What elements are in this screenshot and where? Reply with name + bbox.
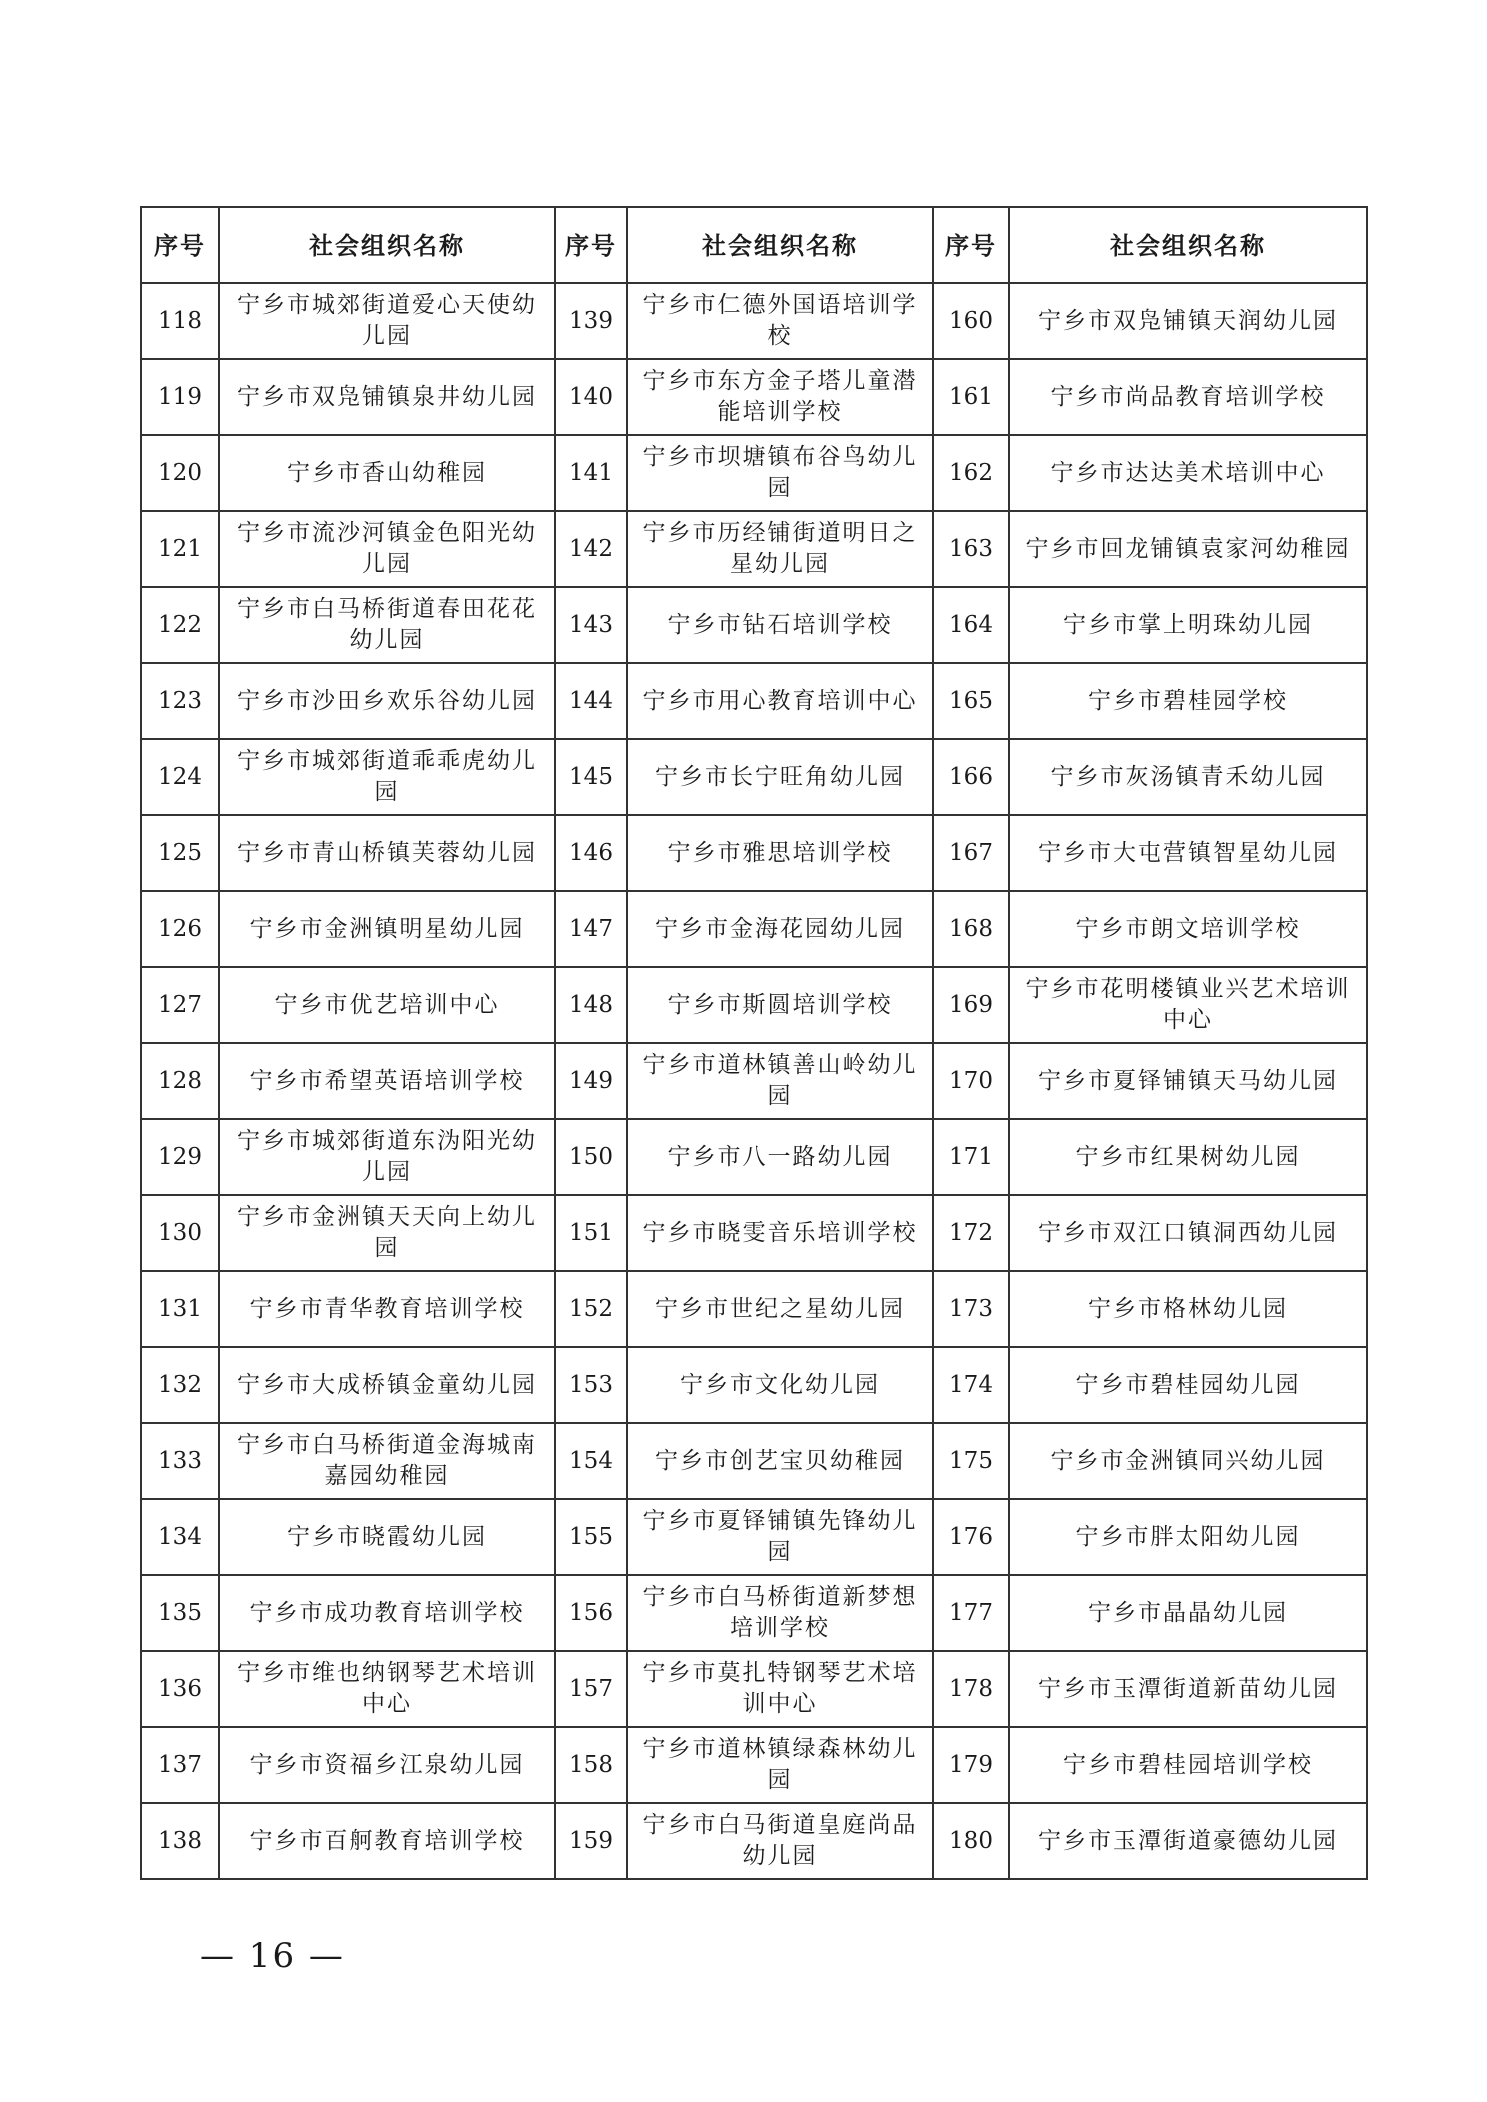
serial-number-cell: 149 <box>555 1043 627 1119</box>
table-row <box>141 891 1367 967</box>
organization-name-cell: 宁乡市沙田乡欢乐谷幼儿园 <box>219 663 555 739</box>
organization-name-cell: 宁乡市白马桥街道新梦想培训学校 <box>627 1575 933 1651</box>
serial-number-cell: 139 <box>555 283 627 359</box>
serial-number-cell: 175 <box>933 1423 1009 1499</box>
organization-name-cell: 宁乡市掌上明珠幼儿园 <box>1009 587 1367 663</box>
serial-number-cell: 174 <box>933 1347 1009 1423</box>
organization-name-cell: 宁乡市青山桥镇芙蓉幼儿园 <box>219 815 555 891</box>
serial-number-cell: 180 <box>933 1803 1009 1879</box>
organization-name-cell: 宁乡市双江口镇洞西幼儿园 <box>1009 1195 1367 1271</box>
serial-number-cell: 164 <box>933 587 1009 663</box>
header-cell: 序号 <box>141 207 219 283</box>
organization-name-cell: 宁乡市莫扎特钢琴艺术培训中心 <box>627 1651 933 1727</box>
serial-number-cell: 156 <box>555 1575 627 1651</box>
table-row <box>141 587 1367 663</box>
serial-number-cell: 157 <box>555 1651 627 1727</box>
organization-name-cell: 宁乡市百舸教育培训学校 <box>219 1803 555 1879</box>
serial-number-cell: 133 <box>141 1423 219 1499</box>
table-row <box>141 1423 1367 1499</box>
serial-number-cell: 140 <box>555 359 627 435</box>
table-row <box>141 1271 1367 1347</box>
organization-name-cell: 宁乡市香山幼稚园 <box>219 435 555 511</box>
organization-name-cell: 宁乡市白马桥街道春田花花幼儿园 <box>219 587 555 663</box>
organization-name-cell: 宁乡市晓雯音乐培训学校 <box>627 1195 933 1271</box>
serial-number-cell: 128 <box>141 1043 219 1119</box>
header-cell: 社会组织名称 <box>627 207 933 283</box>
header-cell: 序号 <box>555 207 627 283</box>
serial-number-cell: 136 <box>141 1651 219 1727</box>
serial-number-cell: 122 <box>141 587 219 663</box>
page-number: — 16 — <box>200 1936 345 1976</box>
organization-name-cell: 宁乡市白马桥街道金海城南嘉园幼稚园 <box>219 1423 555 1499</box>
organization-name-cell: 宁乡市红果树幼儿园 <box>1009 1119 1367 1195</box>
organization-name-cell: 宁乡市城郊街道爱心天使幼儿园 <box>219 283 555 359</box>
header-cell: 社会组织名称 <box>1009 207 1367 283</box>
serial-number-cell: 160 <box>933 283 1009 359</box>
organization-name-cell: 宁乡市金洲镇同兴幼儿园 <box>1009 1423 1367 1499</box>
organization-name-cell: 宁乡市白马街道皇庭尚品幼儿园 <box>627 1803 933 1879</box>
organization-name-cell: 宁乡市双凫铺镇天润幼儿园 <box>1009 283 1367 359</box>
organization-name-cell: 宁乡市用心教育培训中心 <box>627 663 933 739</box>
organization-name-cell: 宁乡市回龙铺镇袁家河幼稚园 <box>1009 511 1367 587</box>
serial-number-cell: 142 <box>555 511 627 587</box>
organization-name-cell: 宁乡市碧桂园学校 <box>1009 663 1367 739</box>
organization-name-cell: 宁乡市城郊街道东沩阳光幼儿园 <box>219 1119 555 1195</box>
serial-number-cell: 155 <box>555 1499 627 1575</box>
organization-name-cell: 宁乡市夏铎铺镇天马幼儿园 <box>1009 1043 1367 1119</box>
table-row <box>141 1043 1367 1119</box>
table-row <box>141 435 1367 511</box>
organization-name-cell: 宁乡市胖太阳幼儿园 <box>1009 1499 1367 1575</box>
table-row <box>141 1727 1367 1803</box>
organization-name-cell: 宁乡市达达美术培训中心 <box>1009 435 1367 511</box>
serial-number-cell: 126 <box>141 891 219 967</box>
serial-number-cell: 123 <box>141 663 219 739</box>
table-row <box>141 511 1367 587</box>
organization-name-cell: 宁乡市文化幼儿园 <box>627 1347 933 1423</box>
serial-number-cell: 154 <box>555 1423 627 1499</box>
table-row <box>141 1499 1367 1575</box>
serial-number-cell: 158 <box>555 1727 627 1803</box>
table-row <box>141 815 1367 891</box>
serial-number-cell: 131 <box>141 1271 219 1347</box>
organization-name-cell: 宁乡市世纪之星幼儿园 <box>627 1271 933 1347</box>
serial-number-cell: 177 <box>933 1575 1009 1651</box>
table-body <box>141 283 1367 1879</box>
serial-number-cell: 143 <box>555 587 627 663</box>
serial-number-cell: 171 <box>933 1119 1009 1195</box>
serial-number-cell: 161 <box>933 359 1009 435</box>
serial-number-cell: 144 <box>555 663 627 739</box>
organization-name-cell: 宁乡市城郊街道乖乖虎幼儿园 <box>219 739 555 815</box>
serial-number-cell: 150 <box>555 1119 627 1195</box>
serial-number-cell: 118 <box>141 283 219 359</box>
organization-name-cell: 宁乡市金海花园幼儿园 <box>627 891 933 967</box>
organization-name-cell: 宁乡市创艺宝贝幼稚园 <box>627 1423 933 1499</box>
serial-number-cell: 137 <box>141 1727 219 1803</box>
serial-number-cell: 172 <box>933 1195 1009 1271</box>
organization-name-cell: 宁乡市钻石培训学校 <box>627 587 933 663</box>
table-row <box>141 1119 1367 1195</box>
organization-name-cell: 宁乡市优艺培训中心 <box>219 967 555 1043</box>
serial-number-cell: 169 <box>933 967 1009 1043</box>
serial-number-cell: 159 <box>555 1803 627 1879</box>
serial-number-cell: 145 <box>555 739 627 815</box>
serial-number-cell: 134 <box>141 1499 219 1575</box>
serial-number-cell: 130 <box>141 1195 219 1271</box>
organization-name-cell: 宁乡市灰汤镇青禾幼儿园 <box>1009 739 1367 815</box>
organization-name-cell: 宁乡市碧桂园培训学校 <box>1009 1727 1367 1803</box>
organization-name-cell: 宁乡市金洲镇明星幼儿园 <box>219 891 555 967</box>
organization-name-cell: 宁乡市仁德外国语培训学校 <box>627 283 933 359</box>
organization-name-cell: 宁乡市流沙河镇金色阳光幼儿园 <box>219 511 555 587</box>
serial-number-cell: 170 <box>933 1043 1009 1119</box>
serial-number-cell: 141 <box>555 435 627 511</box>
table-row <box>141 1803 1367 1879</box>
table-row <box>141 283 1367 359</box>
organization-name-cell: 宁乡市大屯营镇智星幼儿园 <box>1009 815 1367 891</box>
serial-number-cell: 178 <box>933 1651 1009 1727</box>
table-row <box>141 663 1367 739</box>
organization-name-cell: 宁乡市雅思培训学校 <box>627 815 933 891</box>
table-row <box>141 1575 1367 1651</box>
serial-number-cell: 127 <box>141 967 219 1043</box>
organization-name-cell: 宁乡市八一路幼儿园 <box>627 1119 933 1195</box>
serial-number-cell: 176 <box>933 1499 1009 1575</box>
table-row <box>141 1195 1367 1271</box>
organization-name-cell: 宁乡市维也纳钢琴艺术培训中心 <box>219 1651 555 1727</box>
serial-number-cell: 147 <box>555 891 627 967</box>
serial-number-cell: 152 <box>555 1271 627 1347</box>
organization-name-cell: 宁乡市长宁旺角幼儿园 <box>627 739 933 815</box>
organization-name-cell: 宁乡市碧桂园幼儿园 <box>1009 1347 1367 1423</box>
serial-number-cell: 124 <box>141 739 219 815</box>
organization-name-cell: 宁乡市夏铎铺镇先锋幼儿园 <box>627 1499 933 1575</box>
organization-name-cell: 宁乡市晶晶幼儿园 <box>1009 1575 1367 1651</box>
serial-number-cell: 165 <box>933 663 1009 739</box>
organization-name-cell: 宁乡市花明楼镇业兴艺术培训中心 <box>1009 967 1367 1043</box>
serial-number-cell: 162 <box>933 435 1009 511</box>
organization-name-cell: 宁乡市玉潭街道豪德幼儿园 <box>1009 1803 1367 1879</box>
table-row <box>141 1651 1367 1727</box>
serial-number-cell: 179 <box>933 1727 1009 1803</box>
serial-number-cell: 125 <box>141 815 219 891</box>
header-cell: 社会组织名称 <box>219 207 555 283</box>
serial-number-cell: 166 <box>933 739 1009 815</box>
organization-name-cell: 宁乡市青华教育培训学校 <box>219 1271 555 1347</box>
organization-name-cell: 宁乡市晓霞幼儿园 <box>219 1499 555 1575</box>
organization-name-cell: 宁乡市尚品教育培训学校 <box>1009 359 1367 435</box>
serial-number-cell: 146 <box>555 815 627 891</box>
table-header-row <box>141 207 1367 283</box>
organization-name-cell: 宁乡市希望英语培训学校 <box>219 1043 555 1119</box>
serial-number-cell: 167 <box>933 815 1009 891</box>
organization-name-cell: 宁乡市双凫铺镇泉井幼儿园 <box>219 359 555 435</box>
organization-name-cell: 宁乡市朗文培训学校 <box>1009 891 1367 967</box>
serial-number-cell: 132 <box>141 1347 219 1423</box>
organization-name-cell: 宁乡市坝塘镇布谷鸟幼儿园 <box>627 435 933 511</box>
organization-name-cell: 宁乡市斯圆培训学校 <box>627 967 933 1043</box>
serial-number-cell: 119 <box>141 359 219 435</box>
table-row <box>141 1347 1367 1423</box>
organization-name-cell: 宁乡市成功教育培训学校 <box>219 1575 555 1651</box>
serial-number-cell: 121 <box>141 511 219 587</box>
organization-name-cell: 宁乡市东方金子塔儿童潜能培训学校 <box>627 359 933 435</box>
organization-name-cell: 宁乡市格林幼儿园 <box>1009 1271 1367 1347</box>
serial-number-cell: 135 <box>141 1575 219 1651</box>
organization-table <box>140 206 1368 1880</box>
serial-number-cell: 129 <box>141 1119 219 1195</box>
organization-name-cell: 宁乡市道林镇善山岭幼儿园 <box>627 1043 933 1119</box>
organization-name-cell: 宁乡市历经铺街道明日之星幼儿园 <box>627 511 933 587</box>
serial-number-cell: 120 <box>141 435 219 511</box>
table-row <box>141 359 1367 435</box>
serial-number-cell: 168 <box>933 891 1009 967</box>
organization-name-cell: 宁乡市玉潭街道新苗幼儿园 <box>1009 1651 1367 1727</box>
header-cell: 序号 <box>933 207 1009 283</box>
organization-name-cell: 宁乡市金洲镇天天向上幼儿园 <box>219 1195 555 1271</box>
serial-number-cell: 148 <box>555 967 627 1043</box>
organization-name-cell: 宁乡市大成桥镇金童幼儿园 <box>219 1347 555 1423</box>
serial-number-cell: 163 <box>933 511 1009 587</box>
serial-number-cell: 138 <box>141 1803 219 1879</box>
table-row <box>141 739 1367 815</box>
serial-number-cell: 173 <box>933 1271 1009 1347</box>
serial-number-cell: 151 <box>555 1195 627 1271</box>
organization-name-cell: 宁乡市道林镇绿森林幼儿园 <box>627 1727 933 1803</box>
table-row <box>141 967 1367 1043</box>
serial-number-cell: 153 <box>555 1347 627 1423</box>
organization-name-cell: 宁乡市资福乡江泉幼儿园 <box>219 1727 555 1803</box>
